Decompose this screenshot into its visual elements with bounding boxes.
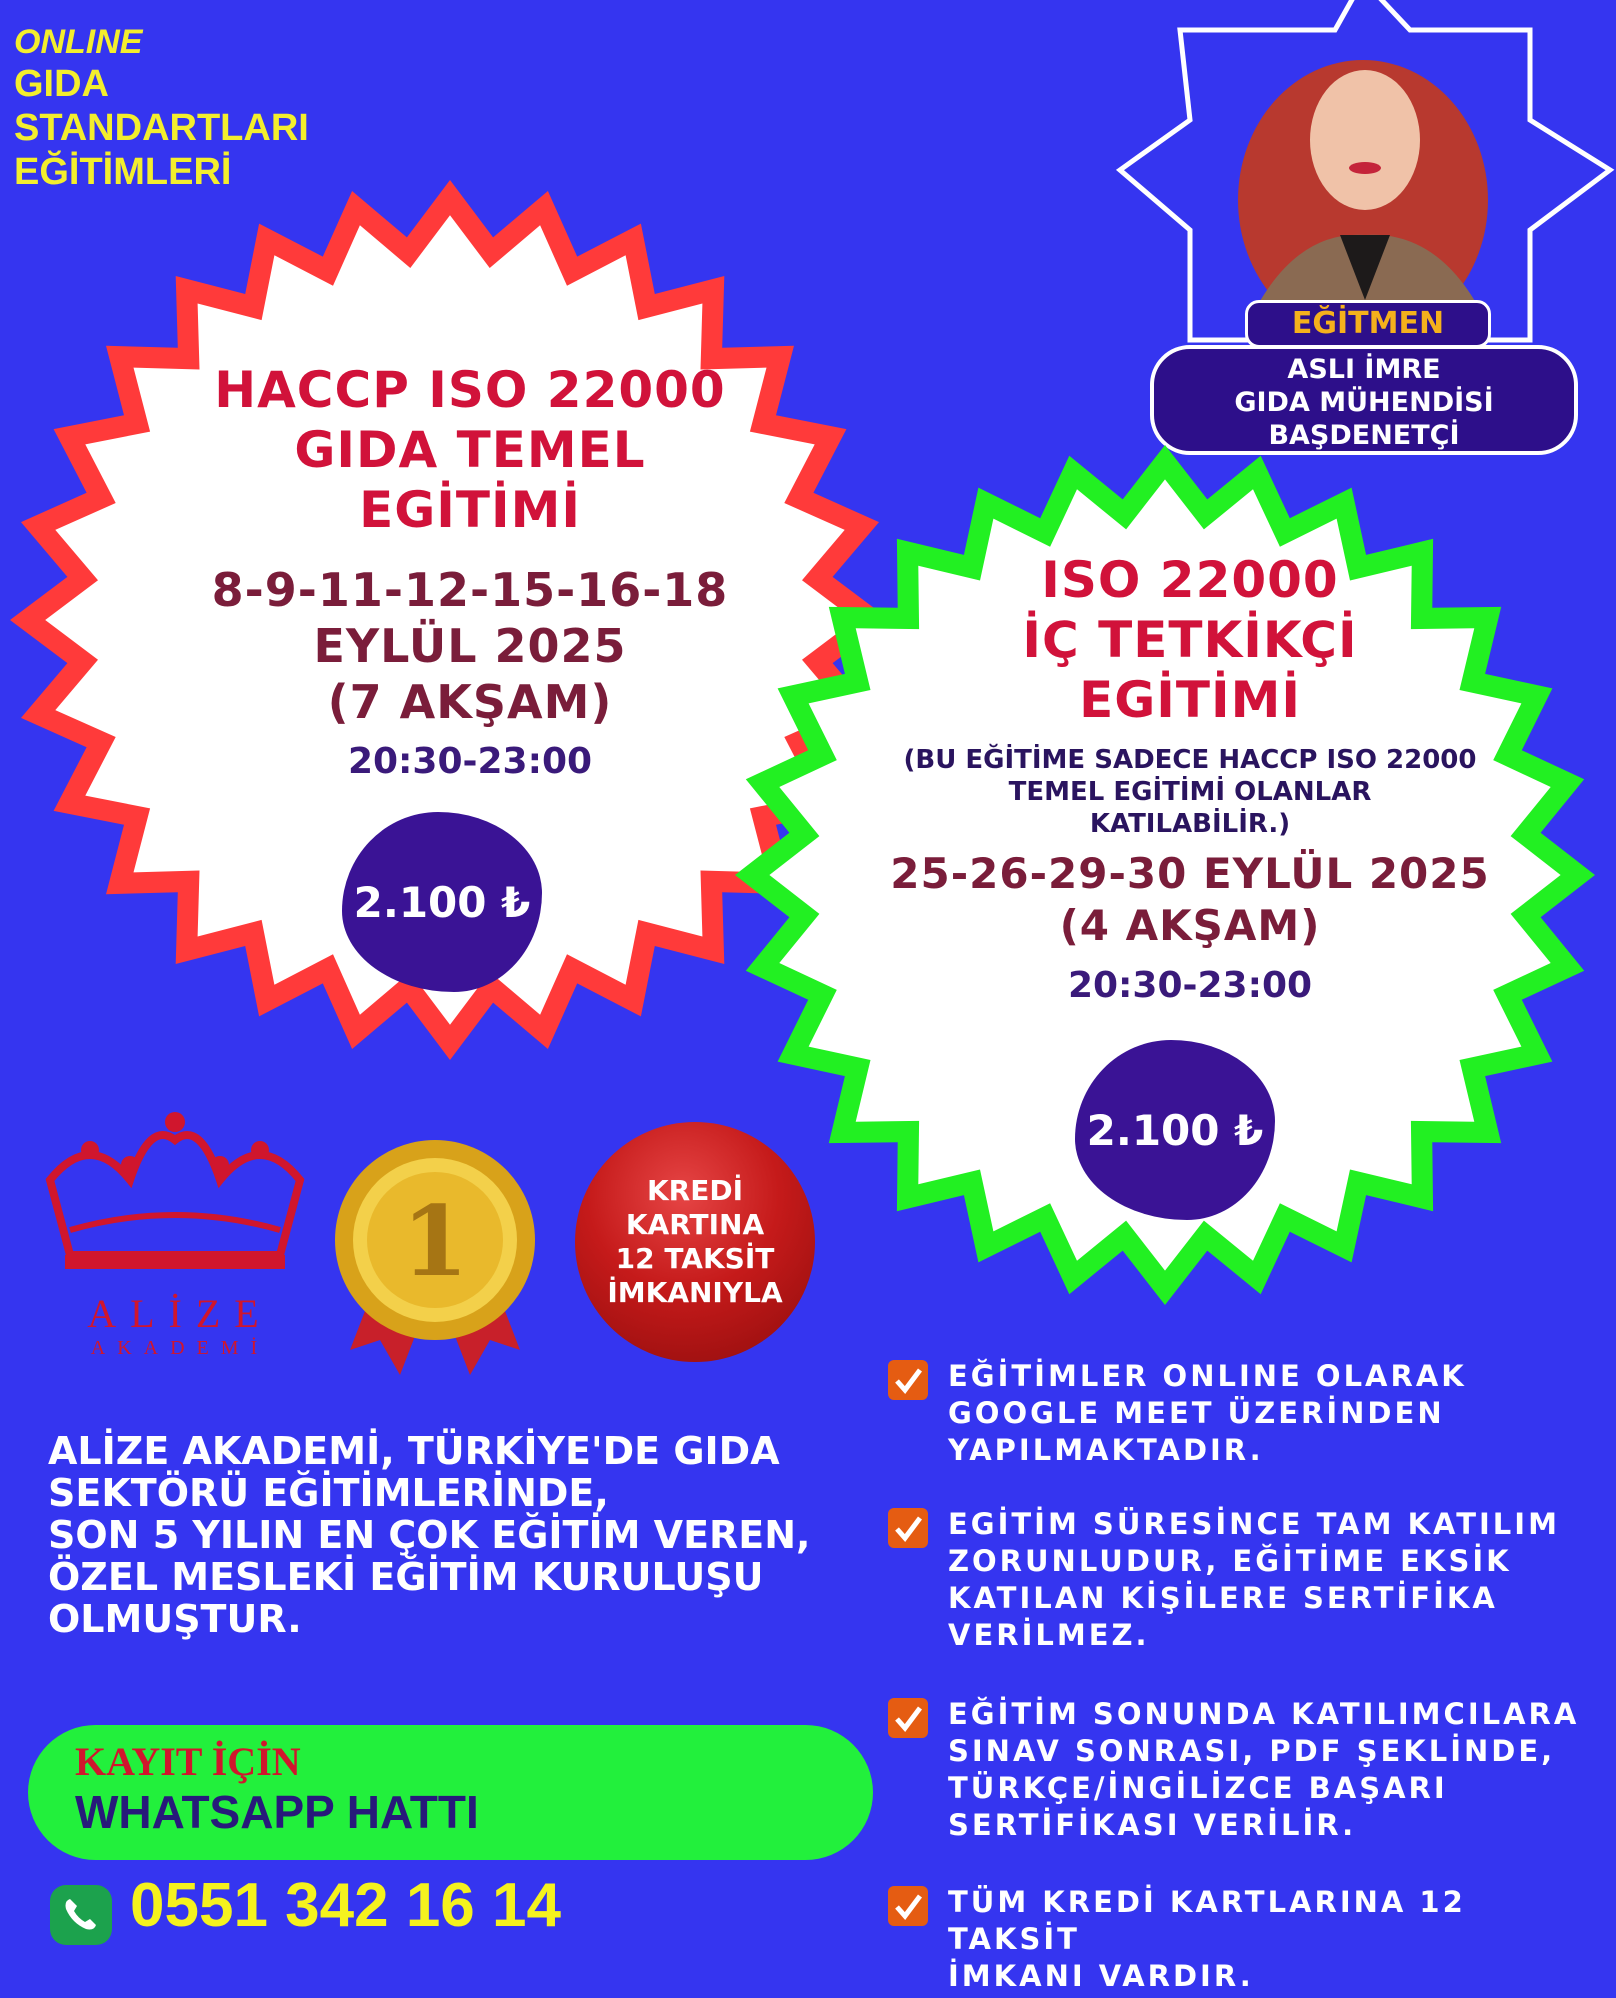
- logo-name: ALİZE: [87, 1291, 273, 1336]
- course1-price: 2.100 ₺: [342, 812, 542, 992]
- checkmark-icon: [888, 1508, 928, 1548]
- crown-icon: [30, 1110, 320, 1280]
- course1-title-3: EGİTİMİ: [359, 481, 581, 539]
- kredi-line-1: KREDİ: [646, 1174, 744, 1207]
- info-1-line-2: GOOGLE MEET ÜZERİNDEN: [948, 1396, 1445, 1430]
- registration-label: KAYIT İÇİN: [75, 1739, 301, 1784]
- info-2-line-3: KATILAN KİŞİLERE SERTİFİKA: [948, 1581, 1498, 1615]
- installment-badge: [575, 1122, 815, 1362]
- course1-title-1: HACCP ISO 22000: [214, 361, 726, 419]
- header-line-2: STANDARTLARI: [14, 107, 309, 149]
- course2-note-2: TEMEL EGİTİMİ OLANLAR: [1008, 777, 1372, 807]
- checkmark-icon: [888, 1360, 928, 1400]
- course1-content: [120, 360, 820, 784]
- instructor-role: BAŞDENETÇİ: [1268, 420, 1460, 451]
- course2-note-3: KATILABİLİR.): [1089, 809, 1291, 839]
- instructor-name: ASLI İMRE: [1287, 354, 1441, 385]
- desc-line-3: SON 5 YILIN EN ÇOK EĞİTİM VEREN,: [48, 1513, 811, 1557]
- info-2-line-4: VERİLMEZ.: [948, 1618, 1150, 1652]
- info-3-line-1: EĞİTİM SONUNDA KATILIMCILARA: [948, 1697, 1580, 1731]
- info-3-line-2: SINAV SONRASI, PDF ŞEKLİNDE,: [948, 1734, 1556, 1768]
- header-line-1: GIDA: [14, 63, 109, 105]
- kredi-line-4: İMKANIYLA: [607, 1276, 783, 1309]
- header-title: [14, 22, 309, 194]
- phone-number[interactable]: 0551 342 16 14: [130, 1871, 561, 1940]
- info-1-line-1: EĞİTİMLER ONLINE OLARAK: [948, 1359, 1467, 1393]
- course2-title-2: İÇ TETKİKÇİ: [1022, 611, 1358, 669]
- info-1-line-3: YAPILMAKTADIR.: [948, 1433, 1264, 1467]
- checkmark-icon: [888, 1886, 928, 1926]
- info-2-line-2: ZORUNLUDUR, EĞİTİME EKSİK: [948, 1544, 1512, 1578]
- course1-dates: 8-9-11-12-15-16-18: [211, 563, 729, 617]
- kredi-line-3: 12 TAKSİT: [615, 1242, 775, 1275]
- medal-number: 1: [401, 1185, 469, 1298]
- course1-month: EYLÜL 2025: [313, 619, 627, 673]
- instructor-title: GIDA MÜHENDİSİ: [1234, 387, 1494, 418]
- info-4-line-2: İMKANI VARDIR.: [948, 1959, 1254, 1993]
- academy-description: [48, 1430, 848, 1640]
- course2-price: 2.100 ₺: [1075, 1040, 1275, 1220]
- desc-line-4: ÖZEL MESLEKİ EĞİTİM KURULUŞU: [48, 1555, 764, 1599]
- course2-note-1: (BU EĞİTİME SADECE HACCP ISO 22000: [903, 745, 1477, 775]
- kredi-line-2: KARTINA: [625, 1208, 765, 1241]
- header-line-3: EĞİTİMLERİ: [14, 151, 232, 193]
- instructor-label: EĞİTMEN: [1245, 300, 1491, 348]
- info-2-line-1: EGİTİM SÜRESİNCE TAM KATILIM: [948, 1507, 1560, 1541]
- course2-title-3: EGİTİMİ: [1079, 671, 1301, 729]
- phone-icon[interactable]: [50, 1885, 112, 1945]
- whatsapp-label: WHATSAPP HATTI: [75, 1786, 479, 1838]
- desc-line-2: SEKTÖRÜ EĞİTİMLERİNDE,: [48, 1471, 609, 1515]
- course2-evenings: (4 AKŞAM): [1059, 901, 1321, 950]
- course1-evenings: (7 AKŞAM): [327, 675, 613, 729]
- info-3-line-4: SERTİFİKASI VERİLİR.: [948, 1808, 1357, 1842]
- course2-dates: 25-26-29-30 EYLÜL 2025: [890, 849, 1490, 898]
- course2-time: 20:30-23:00: [1067, 965, 1313, 1006]
- header-online: ONLINE: [14, 23, 143, 61]
- gold-medal-icon: [325, 1135, 545, 1380]
- course1-title-2: GIDA TEMEL: [294, 421, 646, 479]
- instructor-info: [1150, 345, 1578, 455]
- course1-time: 20:30-23:00: [347, 741, 593, 782]
- desc-line-5: OLMUŞTUR.: [48, 1597, 302, 1641]
- checkmark-icon: [888, 1698, 928, 1738]
- course2-title-1: ISO 22000: [1041, 551, 1339, 609]
- info-4-line-1: TÜM KREDİ KARTLARINA 12 TAKSİT: [948, 1885, 1466, 1956]
- course2-content: [850, 550, 1530, 1008]
- instructor-photo: [1238, 60, 1490, 340]
- desc-line-1: ALİZE AKADEMİ, TÜRKİYE'DE GIDA: [48, 1429, 780, 1473]
- logo-sub: AKADEMİ: [90, 1337, 270, 1359]
- info-3-line-3: TÜRKÇE/İNGİLİZCE BAŞARI: [948, 1771, 1448, 1805]
